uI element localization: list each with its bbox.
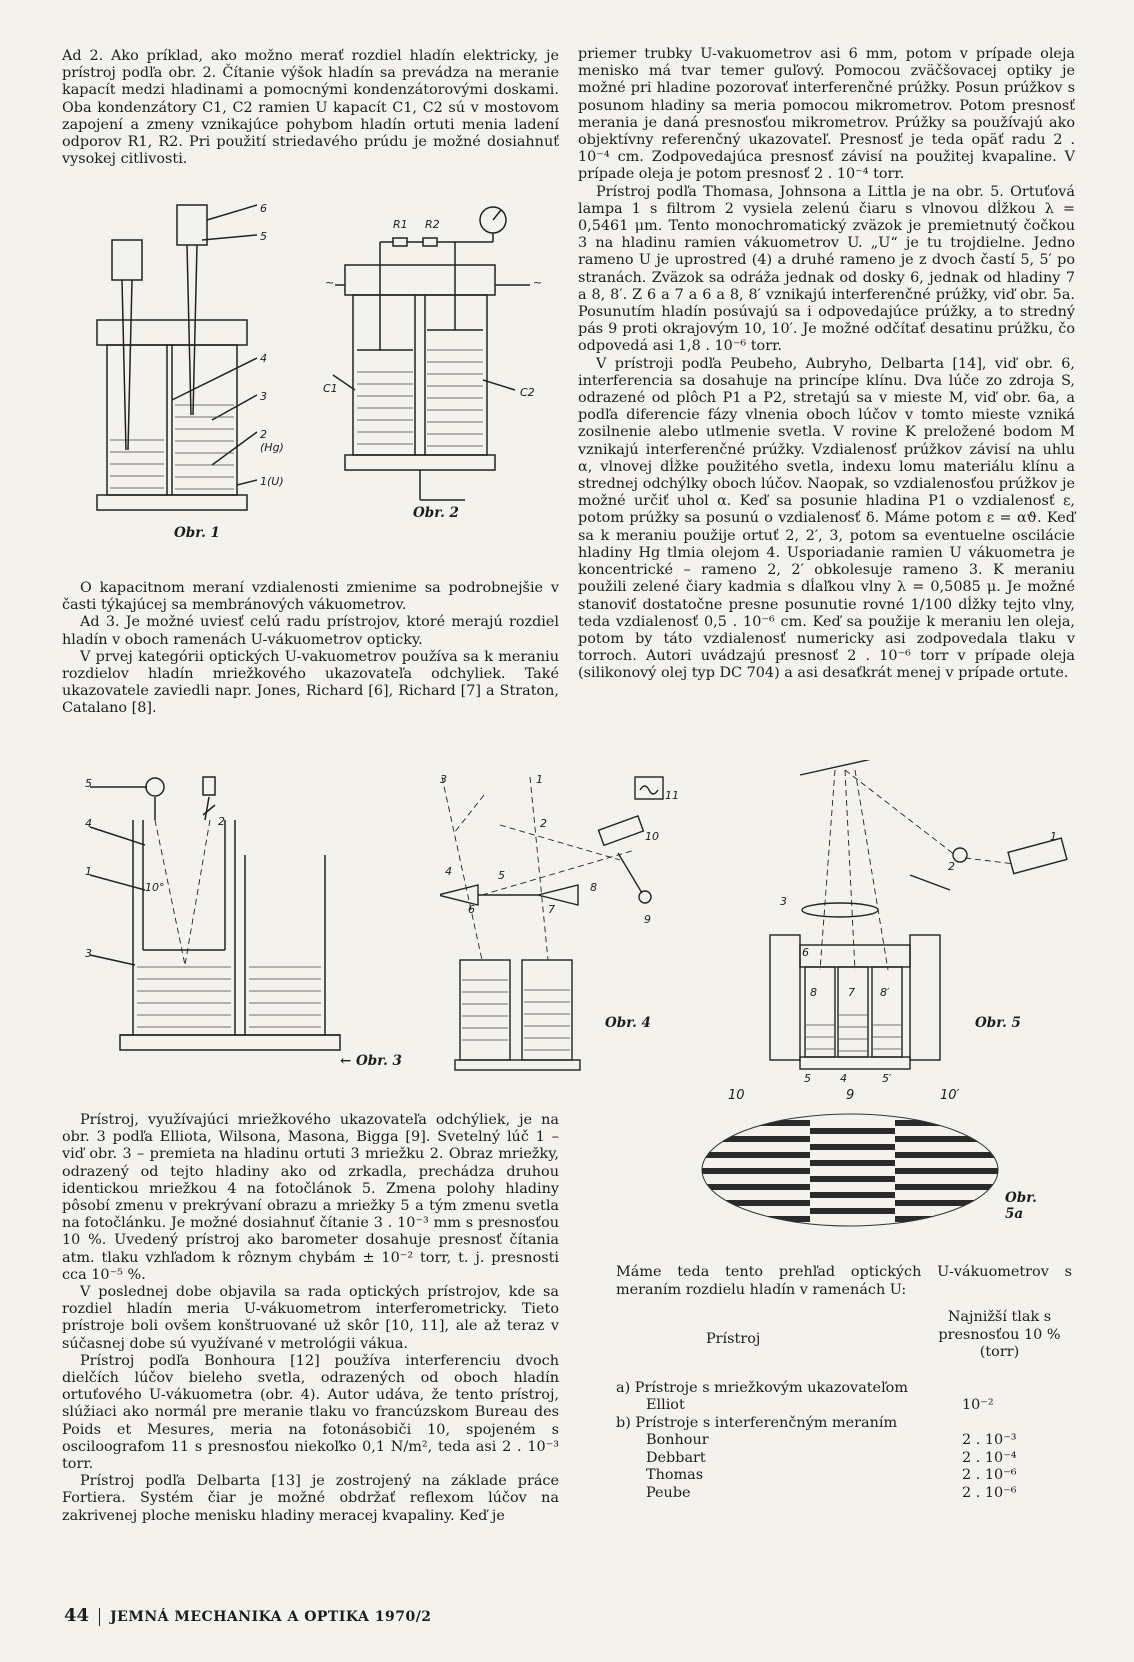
fig3-label: 3: [85, 947, 92, 960]
fig5-label: 6: [802, 946, 809, 959]
instrument-name: Bonhour: [646, 1432, 709, 1448]
fig1-label: 6: [260, 202, 267, 215]
fig5-label: 7: [848, 986, 855, 999]
fig5-label: 8: [810, 986, 817, 999]
group-b-label: b) Prístroje s interferenčným meraním: [616, 1414, 898, 1431]
summary-intro: Máme teda tento prehľad optických U-vákuometrov s meraním rozdielu hladín v ramenách U:: [616, 1264, 1072, 1298]
paragraph: V prístroji podľa Peubeho, Aubryho, Delbarta [14], viď obr. 6, interferencia sa dosahuje na princípe klínu. Dva lúče zo zdroja S, odrazené od plôch P1 a P2, stretajú sa v mieste M, viď obr. 6a, a podľa diferencie fázy vlnenia oboch lúčov v tomto mieste vzniká zosilnenie alebo utlmenie svetla. V rovine K preložené bodom M vznikajú interferenčné prúžky. Vzdialenosť prúžkov závisí na uhlu α, vlnovej dĺžke použitého svetla, indexu lomu materiálu klínu a strednej odchýlky oboch lúčov. Naopak, so vzdialenosťou prúžkov je možné určiť uhol α. Keď sa posunie hladina P1 o vzdialenosť ε, potom prúžky sa posunú o vzdialenosť δ. Máme potom ε = αϑ. Keď sa k meraniu použije ortuť 2, 2′, 3, potom sa eventuelne oscilácie hladiny Hg tlmia olejom 4. Usporiadanie ramien U vákuometra je koncentrické – rameno 2, 2′ obkolesuje rameno 3. K meraniu použili zelené čiary kadmia s dĺaľkou vlny λ = 0,5085 μ. Je možné stanoviť dostatočne presne posunutie rovné 1/100 dĺžky tejto vlny, teda vzdialenosť 0,5 . 10⁻⁶ cm. Keď sa použije k meraniu len oleja, potom by táto vzdialenosť numericky asi zodpovedala tlaku v torroch. Autori uvádzajú presnosť 2 . 10⁻⁶ torr v prípade oleja (silikonový olej typ DC 704) a asi desaťkrát menej v prípade ortute.: [578, 355, 1075, 682]
figure-2-caption: Obr. 2: [413, 505, 459, 521]
figure-1: [92, 200, 292, 545]
figure-1-drawing: [92, 200, 292, 545]
figure-3-caption: ← Obr. 3: [340, 1053, 402, 1069]
figure-4-caption: Obr. 4: [605, 1015, 651, 1031]
fig2-label: ~: [325, 276, 335, 289]
fig4-label: 11: [665, 789, 679, 802]
figure-5a-caption: Obr. 5a: [1005, 1190, 1037, 1222]
left-column-top: [62, 48, 559, 168]
fig4-label: 7: [548, 903, 555, 916]
table-row: [616, 1397, 1072, 1415]
fig5-label: 8′: [880, 986, 890, 999]
paragraph: Prístroj, využívajúci mriežkového ukazovateľa odchýliek, je na obr. 3 podľa Elliota, Wilsona, Masona, Bigga [9]. Svetelný lúč 1 – viď obr. 3 – premieta na hladinu ortuti 3 mriežku 2. Obraz mriežky, odrazený od tejto hladiny ako od zrkadla, prechádza druhou identickou mriežkou 4 na fotočlánok 5. Zmena polohy hladiny pôsobí zmenu v prekrývaní obrazu a mriežky 5 a tým zmenu svetla na fotočlánku. Je možné dosiahnuť čítanie 3 . 10⁻³ mm s presnosťou 10 %. Uvedený prístroj ako barometer dosahuje presnosť čítania atm. tlaku vzhľadom k rôznym chybám ± 10⁻² torr, t. j. presnosti cca 10⁻⁵ %.: [62, 1112, 559, 1283]
fig1-label: 4: [260, 352, 267, 365]
fringes-drawing: [700, 1108, 1000, 1228]
fig2-label: R1: [393, 218, 408, 231]
figure-5-drawing: [760, 760, 1080, 1090]
fig4-label: 2: [540, 817, 547, 830]
fig5-label: 5: [804, 1072, 811, 1085]
instrument-name: Elliot: [646, 1397, 685, 1413]
fig1-label: 5: [260, 230, 267, 243]
figure-2-drawing: [315, 200, 555, 520]
precision-value: 10⁻²: [962, 1397, 994, 1413]
paragraph: V prvej kategórii optických U-vakuometrov používa sa k meraniu rozdielov hladín mriežkového ukazovateľa odchyliek. Také ukazovatele zaviedli napr. Jones, Richard [6], Richard [7] a Straton, Catalano [8].: [62, 648, 559, 717]
fig2-label: C2: [520, 386, 535, 399]
fig5a-label: 9: [846, 1088, 855, 1103]
fig3-label: 5: [85, 777, 92, 790]
fig5-label: 3: [780, 895, 787, 908]
footer-divider: [99, 1608, 100, 1626]
paragraph: V poslednej dobe objavila sa rada optických prístrojov, kde sa rozdiel hladín meria U-vákuometrom interferometricky. Tieto prístroje boli ovšem konštruované už skôr [10, 11], ale až teraz v súčasnej dobe sú využívané v metrológii vákua.: [62, 1284, 559, 1352]
figure-5a: [700, 1088, 1037, 1228]
table-row: [616, 1467, 1072, 1485]
group-a-label: a) Prístroje s mriežkovým ukazovateľom: [616, 1379, 908, 1396]
fig5-label: 2: [948, 860, 955, 873]
fig5a-label: 10′: [940, 1088, 960, 1103]
figure-3: [85, 775, 420, 1105]
left-column-bottom: [62, 1112, 559, 1525]
fig3-label: 4: [85, 817, 92, 830]
paragraph: Prístroj podľa Delbarta [13] je zostrojený na základe práce Fortiera. Systém čiar je možné obdržať reflexom lúčov na zakrivenej ploche menisku hladiny meracej kvapaliny. Keď je: [62, 1473, 559, 1524]
precision-value: 2 . 10⁻⁴: [962, 1449, 1017, 1466]
fig4-label: 10: [645, 830, 659, 843]
page-number: 44: [64, 1605, 90, 1626]
fig5-label: 5′: [882, 1072, 892, 1085]
fig5-label: 1: [1050, 830, 1057, 843]
fig2-label: ~: [533, 276, 543, 289]
table-row: [616, 1450, 1072, 1468]
page-footer: [64, 1605, 432, 1626]
fig5a-label: 10: [728, 1088, 745, 1103]
paragraph: Ad 3. Je možné uviesť celú radu prístrojov, ktoré merajú rozdiel hladín v oboch ramenách U-vákuometrov opticky.: [62, 614, 559, 648]
right-column-top: [578, 46, 1075, 683]
fig1-label: 3: [260, 390, 267, 403]
summary-table: [616, 1264, 1072, 1502]
instrument-name: Debbart: [646, 1449, 706, 1466]
paragraph: O kapacitnom meraní vzdialenosti zmienime sa podrobnejšie v časti týkajúcej sa membránových vákuometrov.: [62, 580, 559, 614]
fig4-label: 5: [498, 869, 505, 882]
instrument-name: Peube: [646, 1484, 691, 1501]
figure-5-caption: Obr. 5: [975, 1015, 1021, 1031]
fig3-label: 10°: [145, 881, 165, 894]
figure-4: [440, 775, 690, 1075]
precision-value: 2 . 10⁻⁶: [962, 1467, 1017, 1483]
paragraph: Prístroj podľa Thomasa, Johnsona a Littla je na obr. 5. Ortuťová lampa 1 s filtrom 2 vysiela zelenú čiaru s vlnovou dĺžkou λ = 0,5461 μm. Tento monochromatický zväzok je premietnutý čočkou 3 na hladinu ramien vákuometrov U. „U“ je tu trojdielne. Jedno rameno U je uprostred (4) a druhé rameno je z dvoch častí 5, 5′ po stranách. Zväzok sa odráža jednak od dosky 6, jednak od hladiny 7 a 8, 8′. Z 6 a 7 a 6 a 8, 8′ vznikajú interferenčné prúžky, viď obr. 5a. Posunutím hladín posúvajú sa i odpovedajúce prúžky, a to stredný pás 9 proti okrajovým 10, 10′. Je možné odčítať desatinu prúžku, čo odpovedá asi 1,8 . 10⁻⁶ torr.: [578, 183, 1075, 355]
paragraph: priemer trubky U-vakuometrov asi 6 mm, potom v prípade oleja menisko má tvar temer guľový. Pomocou zväčšovacej optiky je možné pri hladine pozorovať interferenčné prúžky. Posun prúžkov s posunom hladiny sa meria pomocou mikrometrov. Potom presnosť merania je daná presnosťou mikrometrov. Prúžky sa používajú ako objektívny referenčný ukazovateľ. Presnosť je teda opäť radu 2 . 10⁻⁴ cm. Zodpovedajúca presnosť závisí na použitej kvapaline. V prípade oleja je potom presnosť 2 . 10⁻⁴ torr.: [578, 46, 1075, 183]
figure-5: [760, 760, 1080, 1090]
fig3-label: 1: [85, 865, 92, 878]
table-row: [616, 1432, 1072, 1450]
fig4-label: 6: [468, 903, 475, 916]
paragraph: Ad 2. Ako príklad, ako možno merať rozdiel hladín elektricky, je prístroj podľa obr. 2. Čítanie výšok hladín sa prevádza na meranie kapacít medzi hladinami a pomocnými kondenzátorovými doskami. Oba kondenzátory C1, C2 ramien U kapacít C1, C2 sú v mostovom zapojení a zmeny vznikajúce pohybom hladín ortuti menia ladení odporov R1, R2. Pri použití striedavého prúdu je možné dosiahnuť vysokej citlivosti.: [62, 48, 559, 168]
fig4-label: 4: [445, 865, 452, 878]
figure-2: [315, 200, 555, 520]
fig4-label: 8: [590, 881, 597, 894]
left-column-middle: [62, 580, 559, 718]
column-header-precision: Najnižší tlak s presnosťou 10 % (torr): [938, 1309, 1061, 1360]
precision-value: 2 . 10⁻³: [962, 1432, 1017, 1448]
fig4-label: 9: [644, 913, 651, 926]
column-header-instrument: Prístroj: [706, 1331, 761, 1347]
fig2-label: R2: [425, 218, 440, 231]
fig5-label: 4: [840, 1072, 847, 1085]
journal-name: JEMNÁ MECHANIKA A OPTIKA 1970/2: [110, 1609, 432, 1625]
instrument-name: Thomas: [646, 1467, 704, 1483]
figure-1-caption: Obr. 1: [174, 525, 220, 541]
table-row: [616, 1485, 1072, 1503]
fig1-label: 2 (Hg): [260, 428, 284, 454]
fig1-label: 1(U): [260, 475, 284, 488]
figure-4-drawing: [440, 775, 690, 1075]
fig3-label: 2: [218, 815, 225, 828]
fig4-label: 3: [440, 773, 447, 786]
fig2-label: C1: [323, 382, 338, 395]
precision-value: 2 . 10⁻⁶: [962, 1484, 1017, 1501]
paragraph: Prístroj podľa Bonhoura [12] používa interferenciu dvoch dielčích lúčov bieleho svetla, odrazených od oboch hladín ortuťového U-vákuometra (obr. 4). Autor udáva, že tento prístroj, slúžiaci ako normál pre meranie tlaku vo francúzskom Bureau des Poids et Mesures, meria na fotonásobiči 10, spojeném s osciloografom 11 s presnosťou niekoľko 0,1 N/m², teda asi 2 . 10⁻³ torr.: [62, 1352, 559, 1473]
fig4-label: 1: [536, 773, 543, 786]
